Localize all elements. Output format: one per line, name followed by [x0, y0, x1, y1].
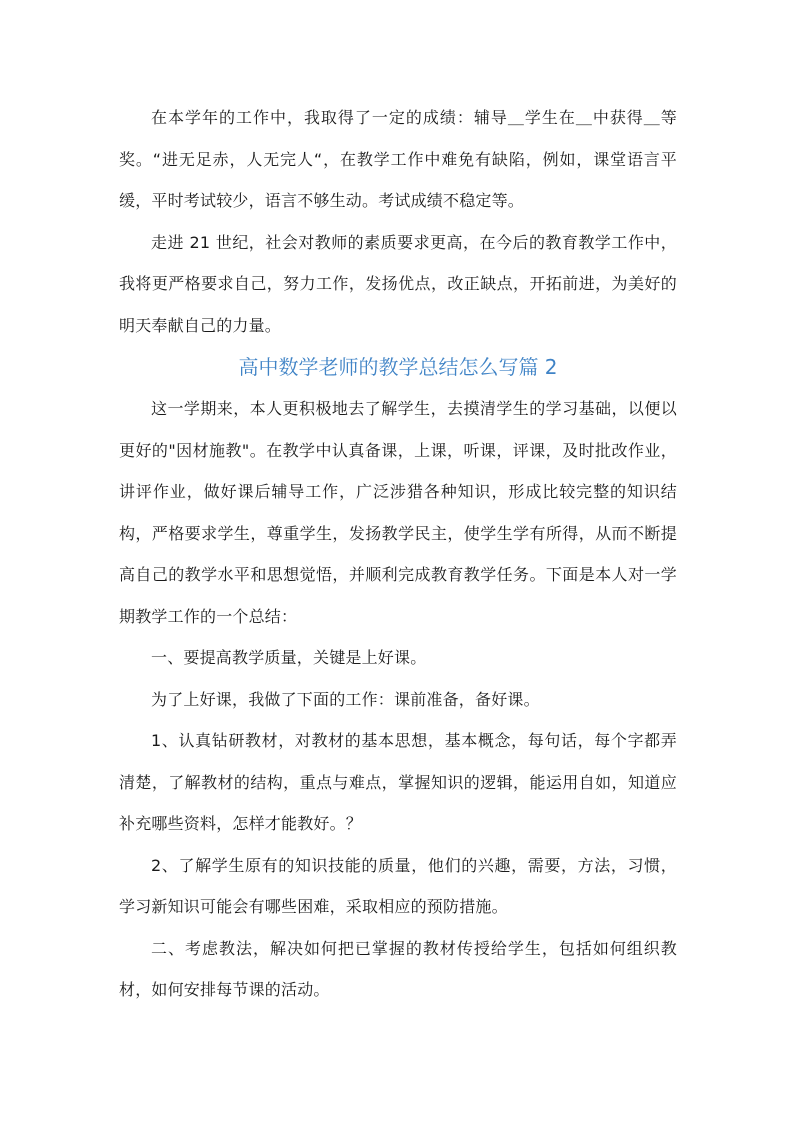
paragraph-preparation: 为了上好课，我做了下面的工作：课前准备，备好课。 [151, 689, 540, 709]
paragraph-future-plans: 走进 21 世纪，社会对教师的素质要求更高，在今后的教育教学工作中，我将更严格要求自己，努力工作，发扬优点，改正缺点，开拓前进，为美好的明天奉献自己的力量。 [119, 232, 677, 335]
paragraph-achievements: 在本学年的工作中，我取得了一定的成绩：辅导＿学生在＿中获得＿等奖。“进无足赤，人无完人“，在教学工作中难免有缺陷，例如，课堂语言平缓，平时考试较少，语言不够生动。考试成绩不稳定等。 [119, 108, 677, 210]
paragraph-intro: 这一学期来，本人更积极地去了解学生，去摸清学生的学习基础，以便以更好的"因材施教"。在教学中认真备课，上课，听课，评课，及时批改作业，讲评作业，做好课后辅导工作，广泛涉猎各种知识，形成比较完整的知识结构，严格要求学生，尊重学生，发扬教学民主，使学生学有所得，从而不断提高自己的教学水平和思想觉悟，并顺利完成教育教学任务。下面是本人对一学期教学工作的一个总结： [119, 399, 677, 626]
document-body [119, 97, 677, 1011]
paragraph-point-two: 二、考虑教法，解决如何把已掌握的教材传授给学生，包括如何组织教材，如何安排每节课的活动。 [119, 938, 677, 999]
paragraph-item-2: 2、了解学生原有的知识技能的质量，他们的兴趣，需要，方法，习惯，学习新知识可能会有哪些困难，采取相应的预防措施。 [119, 855, 677, 916]
paragraph-point-one: 一、要提高教学质量，关键是上好课。 [151, 648, 427, 667]
paragraph-item-1: 1、认真钻研教材，对教材的基本思想，基本概念，每句话，每个字都弄清楚，了解教材的结构，重点与难点，掌握知识的逻辑，能运用自如，知道应补充哪些资料，怎样才能教好。？ [119, 731, 677, 833]
section-heading: 高中数学老师的教学总结怎么写篇 2 [238, 355, 558, 379]
